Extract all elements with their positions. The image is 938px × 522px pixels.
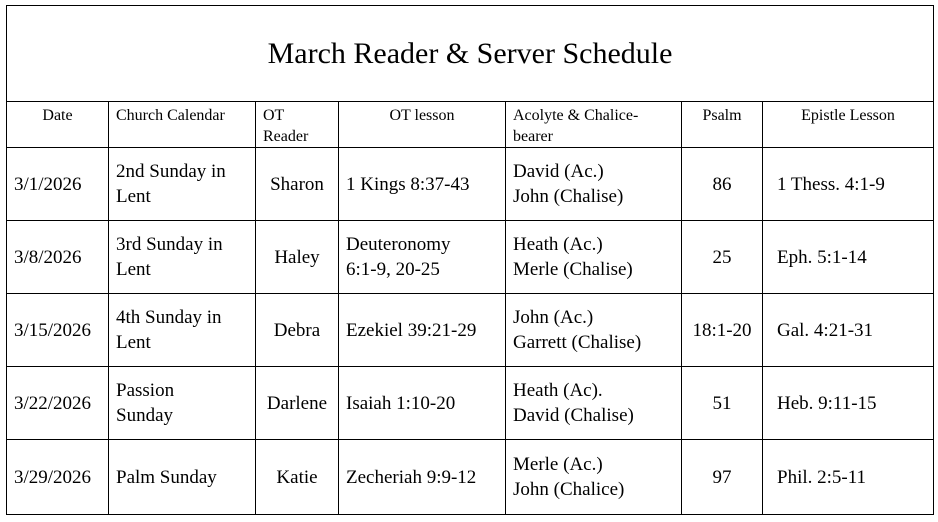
table-row xyxy=(7,148,934,221)
calendar-line-1: 4th Sunday in xyxy=(116,307,222,328)
ot-lesson-line-1: 1 Kings 8:37-43 xyxy=(346,173,470,195)
epistle-cell: Eph. 5:1-14 xyxy=(763,221,934,294)
schedule-document xyxy=(6,5,933,517)
psalm-cell: 86 xyxy=(682,148,763,221)
table-row xyxy=(7,221,934,294)
table-row xyxy=(7,440,934,515)
ot-lesson-cell xyxy=(339,294,506,367)
acolyte-cell xyxy=(506,148,682,221)
reader-cell: Haley xyxy=(256,221,339,294)
schedule-table xyxy=(6,5,934,515)
epistle-cell: Gal. 4:21-31 xyxy=(763,294,934,367)
date-cell: 3/29/2026 xyxy=(7,440,109,515)
acolyte-line-2: John (Chalice) xyxy=(513,479,625,500)
ot-lesson-line-1: Deuteronomy xyxy=(346,234,451,255)
psalm-cell: 51 xyxy=(682,367,763,440)
acolyte-line-2: Merle (Chalise) xyxy=(513,259,633,280)
calendar-cell xyxy=(109,294,256,367)
header-acolyte-chalice-bearer xyxy=(506,102,682,148)
psalm-cell: 97 xyxy=(682,440,763,515)
epistle-cell: Phil. 2:5-11 xyxy=(763,440,934,515)
table-row xyxy=(7,294,934,367)
acolyte-cell xyxy=(506,294,682,367)
header-ot-reader-line-2: Reader xyxy=(263,128,309,145)
reader-cell: Katie xyxy=(256,440,339,515)
ot-lesson-line-1: Ezekiel 39:21-29 xyxy=(346,319,477,341)
ot-lesson-cell xyxy=(339,440,506,515)
acolyte-cell xyxy=(506,221,682,294)
calendar-cell xyxy=(109,148,256,221)
schedule-title: March Reader & Server Schedule xyxy=(7,6,934,102)
acolyte-line-1: John (Ac.) xyxy=(513,307,594,328)
acolyte-line-1: Merle (Ac.) xyxy=(513,454,603,475)
date-cell: 3/1/2026 xyxy=(7,148,109,221)
header-date: Date xyxy=(7,102,109,148)
epistle-cell: Heb. 9:11-15 xyxy=(763,367,934,440)
calendar-cell xyxy=(109,221,256,294)
ot-lesson-cell xyxy=(339,221,506,294)
header-psalm: Psalm xyxy=(682,102,763,148)
acolyte-line-1: David (Ac.) xyxy=(513,161,604,182)
header-row xyxy=(7,102,934,148)
calendar-line-2: Lent xyxy=(116,332,151,353)
calendar-cell xyxy=(109,367,256,440)
header-acolyte-line-1: Acolyte & Chalice- xyxy=(513,107,639,124)
header-church-calendar: Church Calendar xyxy=(109,102,256,148)
psalm-cell: 18:1-20 xyxy=(682,294,763,367)
epistle-cell: 1 Thess. 4:1-9 xyxy=(763,148,934,221)
reader-cell: Sharon xyxy=(256,148,339,221)
date-cell: 3/15/2026 xyxy=(7,294,109,367)
calendar-line-2: Lent xyxy=(116,186,151,207)
header-ot-reader xyxy=(256,102,339,148)
table-row xyxy=(7,367,934,440)
ot-lesson-line-2: 6:1-9, 20-25 xyxy=(346,259,440,280)
ot-lesson-line-1: Zecheriah 9:9-12 xyxy=(346,466,477,488)
acolyte-line-2: David (Chalise) xyxy=(513,405,634,426)
header-ot-lesson: OT lesson xyxy=(339,102,506,148)
acolyte-line-2: John (Chalise) xyxy=(513,186,624,207)
calendar-line-1: Passion xyxy=(116,380,175,401)
ot-lesson-cell xyxy=(339,367,506,440)
header-ot-reader-line-1: OT xyxy=(263,107,285,124)
header-epistle-lesson: Epistle Lesson xyxy=(763,102,934,148)
date-cell: 3/22/2026 xyxy=(7,367,109,440)
psalm-cell: 25 xyxy=(682,221,763,294)
ot-lesson-line-1: Isaiah 1:10-20 xyxy=(346,392,456,414)
reader-cell: Debra xyxy=(256,294,339,367)
acolyte-line-1: Heath (Ac). xyxy=(513,380,603,401)
date-cell: 3/8/2026 xyxy=(7,221,109,294)
calendar-line-2: Lent xyxy=(116,259,151,280)
ot-lesson-cell xyxy=(339,148,506,221)
acolyte-line-1: Heath (Ac.) xyxy=(513,234,603,255)
acolyte-cell xyxy=(506,367,682,440)
acolyte-cell xyxy=(506,440,682,515)
calendar-line-1: 2nd Sunday in xyxy=(116,161,226,182)
reader-cell: Darlene xyxy=(256,367,339,440)
calendar-line-2: Sunday xyxy=(116,405,173,426)
calendar-cell xyxy=(109,440,256,515)
header-acolyte-line-2: bearer xyxy=(513,128,553,145)
acolyte-line-2: Garrett (Chalise) xyxy=(513,332,642,353)
calendar-line-1: 3rd Sunday in xyxy=(116,234,223,255)
calendar-line-1: Palm Sunday xyxy=(116,466,217,488)
